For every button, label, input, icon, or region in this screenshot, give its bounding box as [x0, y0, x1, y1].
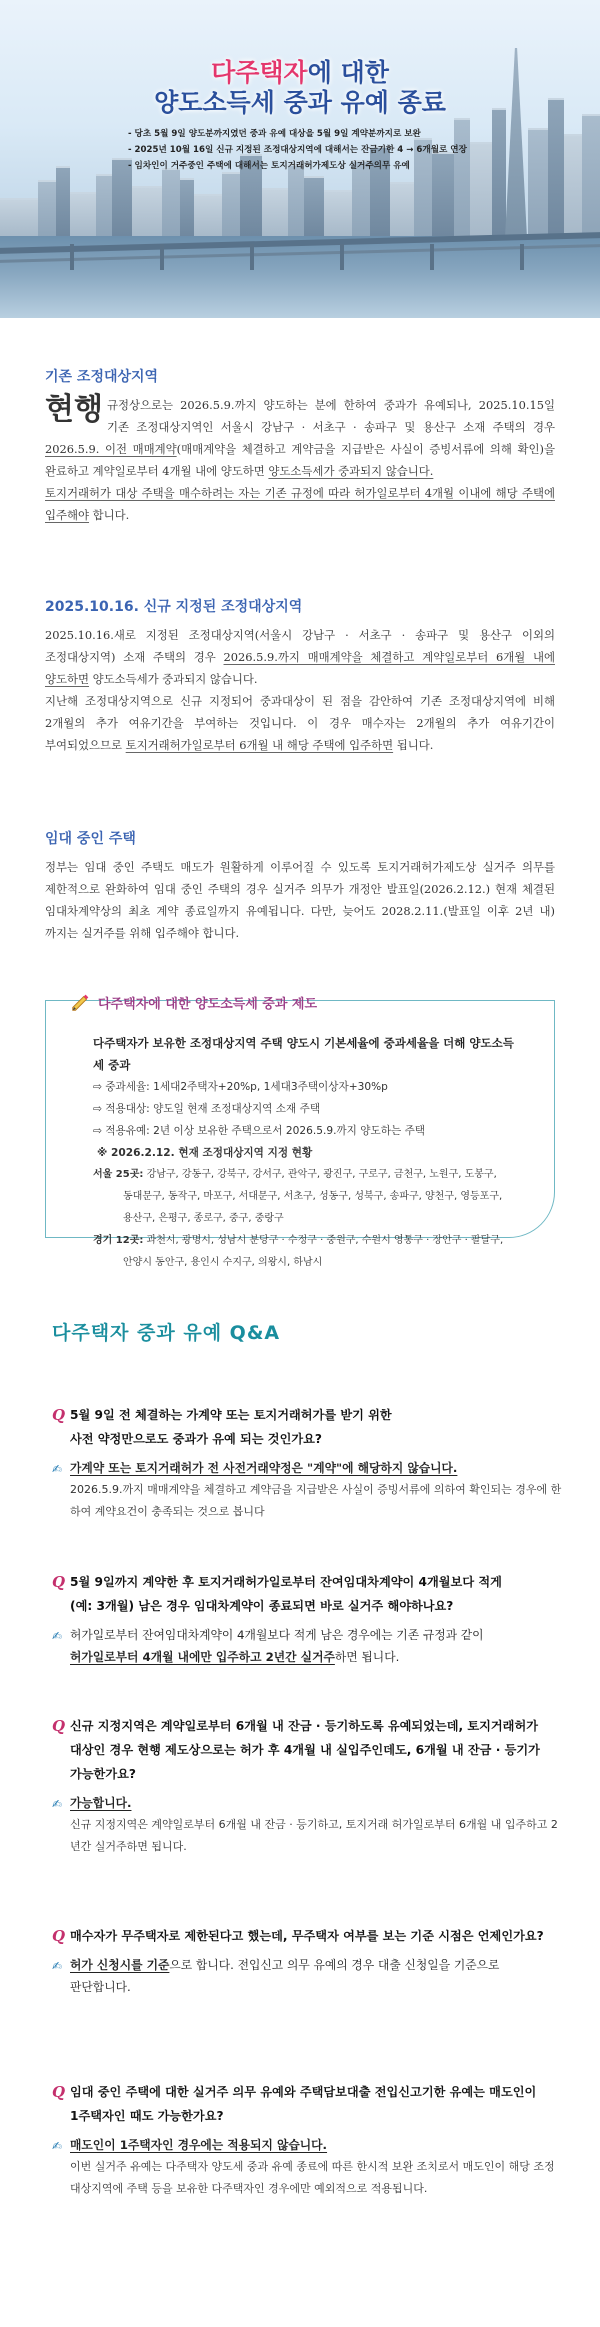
q-mark-icon: Q: [52, 1573, 66, 1591]
qa-item: [52, 1714, 562, 1858]
qa-item: [52, 1924, 562, 1998]
qa-item: [52, 1403, 562, 1523]
question: Q 5월 9일까지 계약한 후 토지거래허가일로부터 잔여임대차계약이 4개월보다 적게 (예: 3개월) 남은 경우 임대차계약이 종료되면 바로 실거주 해야하나요?: [52, 1570, 562, 1618]
section-paragraph: 2025.10.16.새로 지정된 조정대상지역(서울시 강남구 · 서초구 · 송파구 및 용산구 이외의 조정대상지역) 소재 주택의 경우 2026.5.9.까지 매매계약을 체결하고 계약일로부터 6개월 내에 양도하면 양도소득세가 중과되지 않습니다.: [45, 628, 555, 686]
hero-title-highlight: 다주택자: [211, 58, 308, 87]
question: Q 임대 중인 주택에 대한 실거주 의무 유예와 주택담보대출 전입신고기한 유예는 매도인이 1주택자인 때도 가능한가요?: [52, 2080, 562, 2128]
answer: ✍ 허가 신청시를 기준으로 합니다. 전입신고 의무 유예의 경우 대출 신청일을 기준으로 판단합니다.: [52, 1954, 562, 1998]
hero-title-line2: 양도소득세 중과 유예 종료: [154, 88, 446, 117]
hero-bullets: [128, 126, 528, 174]
q-mark-icon: Q: [52, 2083, 66, 2101]
seoul-list: 서울 25곳: 강남구, 강동구, 강북구, 강서구, 관악구, 광진구, 구로구, 금천구, 노원구, 도봉구,: [93, 1169, 497, 1180]
section-paragraph: 토지거래허가 대상 주택을 매수하려는 자는 기존 규정에 따라 허가일로부터 4개월 이내에 해당 주택에 입주해야 합니다.: [45, 486, 555, 522]
info-box-header: [70, 991, 317, 1013]
info-box-title: 다주택자에 대한 양도소득세 중과 제도: [98, 996, 318, 1012]
pencil-icon: ✍: [52, 1462, 62, 1476]
qa-item: [52, 2080, 562, 2200]
question: Q 5월 9일 전 체결하는 가계약 또는 토지거래허가를 받기 위한 사전 약정만으로도 중과가 유예 되는 것인가요?: [52, 1403, 562, 1451]
gyeonggi-list: 경기 12곳: 과천시, 광명시, 성남시 분당구 · 수정구 · 중원구, 수원시 영통구 · 장안구 · 팔달구,: [93, 1235, 504, 1246]
hero-bullet: - 2025년 10월 16일 신규 지정된 조정대상지역에 대해서는 잔금기한 4 → 6개월로 연장: [128, 145, 467, 155]
hero-bullet: - 당초 5월 9일 양도분까지였던 중과 유예 대상을 5월 9일 계약분까지로 보완: [128, 129, 421, 139]
section-title: 임대 중인 주택: [45, 831, 136, 847]
section-new-zones: [45, 596, 555, 756]
info-box-lead: 다주택자가 보유한 조정대상지역 주택 양도시 기본세율에 중과세율을 더해 양도소득세 중과: [93, 1036, 514, 1072]
hero-title: 다주택자에 대한 양도소득세 중과 유예 종료: [0, 58, 600, 118]
hero-banner: [0, 0, 600, 318]
q-mark-icon: Q: [52, 1927, 66, 1945]
pencil-icon: [70, 991, 92, 1013]
info-row: ⇨ 적용대상: 양도일 현재 조정대상지역 소재 주택: [93, 1103, 321, 1115]
info-note: ※ 2026.2.12. 현재 조정대상지역 지정 현황: [97, 1147, 313, 1159]
pencil-icon: ✍: [52, 2139, 62, 2153]
pencil-icon: ✍: [52, 1959, 62, 1973]
section-paragraph: 지난해 조정대상지역으로 신규 지정되어 중과대상이 된 점을 감안하여 기존 조정대상지역에 비해 2개월의 추가 여유기간을 부여하는 것입니다. 이 경우 매수자는 2개월의 추가 여유기간이 부여되었으므로 토지거래허가일로부터 6개월 내 해당 주택에 입주하면 됩니다.: [45, 694, 555, 752]
info-box-content: 다주택자가 보유한 조정대상지역 주택 양도시 기본세율에 중과세율을 더해 양도소득세 중과 ⇨ 중과세율: 1세대2주택자+20%p, 1세대3주택이상자+30%p ⇨ 적용대상: 양도일 현재 조정대상지역 소재 주택 ⇨ 적용유예: 2년 이상 보유한 주택으로서 2026.5.9.까지 양도하는 주택 ※ 2026.2.12. 현재 조정대상지역 지정 현황 서울 25곳: 강남구, 강동구, 강북구, 강서구, 관악구, 광진구, 구로구, 금천구, 노원구, 도봉구, 동대문구, 동작구, 마포구, 서대문구, 서초구, 성동구, 성북구, 송파구, 양천구, 영등포구, 용산구, 은평구, 종로구, 중구, 중랑구 경기 12곳: 과천시, 광명시, 성남시 분당구 · 수정구 · 중원구, 수원시 영통구 · 장안구 · 팔달구, 안양시 동안구, 용인시 수지구, 의왕시, 하남시: [93, 1032, 523, 1274]
section-title: 기존 조정대상지역: [45, 369, 159, 385]
qa-title: 다주택자 중과 유예 Q&A: [52, 1322, 281, 1344]
answer: ✍ 가계약 또는 토지거래허가 전 사전거래약정은 "계약"에 해당하지 않습니다. 2026.5.9.까지 매매계약을 체결하고 계약금을 지급받은 사실이 증빙서류에 의하여 확인되는 경우에 한하여 계약요건이 충족되는 것으로 봅니다: [52, 1457, 562, 1523]
answer: ✍ 매도인이 1주택자인 경우에는 적용되지 않습니다. 이번 실거주 유예는 다주택자 양도세 중과 유예 종료에 따른 한시적 보완 조치로서 매도인이 해당 조정대상지역에 주택 등을 보유한 다주택자인 경우에만 예외적으로 적용됩니다.: [52, 2134, 562, 2200]
section-title: 2025.10.16. 신규 지정된 조정대상지역: [45, 599, 303, 615]
section-paragraph: 정부는 임대 중인 주택도 매도가 원활하게 이루어질 수 있도록 토지거래허가제도상 실거주 의무를 제한적으로 완화하여 임대 중인 주택의 경우 실거주 의무가 개정안 발표일(2026.2.12.) 현재 체결된 임대차계약상의 최초 계약 종료일까지 유예됩니다. 다만, 늦어도 2028.2.11.(발표일 이후 2년 내)까지는 실거주를 위해 입주해야 합니다.: [45, 860, 555, 940]
answer: ✍ 가능합니다. 신규 지정지역은 계약일로부터 6개월 내 잔금 · 등기하고, 토지거래 허가일로부터 6개월 내 입주하고 2년간 실거주하면 됩니다.: [52, 1792, 562, 1858]
section-rented-homes: [45, 828, 555, 944]
lead-word: 현행: [45, 392, 103, 427]
pencil-icon: ✍: [52, 1629, 62, 1643]
info-row: ⇨ 중과세율: 1세대2주택자+20%p, 1세대3주택이상자+30%p: [93, 1081, 388, 1093]
q-mark-icon: Q: [52, 1406, 66, 1424]
pencil-icon: ✍: [52, 1797, 62, 1811]
qa-item: [52, 1570, 562, 1668]
answer: ✍ 허가일로부터 잔여임대차계약이 4개월보다 적게 남은 경우에는 기존 규정과 같이 허가일로부터 4개월 내에만 입주하고 2년간 실거주하면 됩니다.: [52, 1624, 562, 1668]
question: Q 신규 지정지역은 계약일로부터 6개월 내 잔금 · 등기하도록 유예되었는데, 토지거래허가 대상인 경우 현행 제도상으로는 허가 후 4개월 내 실입주인데도, 6개월 내 잔금 · 등기가 가능한가요?: [52, 1714, 562, 1786]
hero-bullet: - 임차인이 거주중인 주택에 대해서는 토지거래허가제도상 실거주의무 유예: [128, 161, 410, 171]
question: Q 매수자가 무주택자로 제한된다고 했는데, 무주택자 여부를 보는 기준 시점은 언제인가요?: [52, 1924, 562, 1948]
info-row: ⇨ 적용유예: 2년 이상 보유한 주택으로서 2026.5.9.까지 양도하는 주택: [93, 1125, 426, 1137]
q-mark-icon: Q: [52, 1717, 66, 1735]
section-paragraph: 현행 규정상으로는 2026.5.9.까지 양도하는 분에 한하여 중과가 유예되나, 2025.10.15일 기존 조정대상지역인 서울시 강남구 · 서초구 · 송파구 및 용산구 소재 주택의 경우 2026.5.9. 이전 매매계약(매매계약을 체결하고 계약금을 지급받은 사실이 증빙서류에 의해 확인)을 완료하고 계약일로부터 4개월 내에 양도하면 양도소득세가 중과되지 않습니다.: [45, 392, 555, 478]
section-existing-zones: [45, 366, 555, 526]
